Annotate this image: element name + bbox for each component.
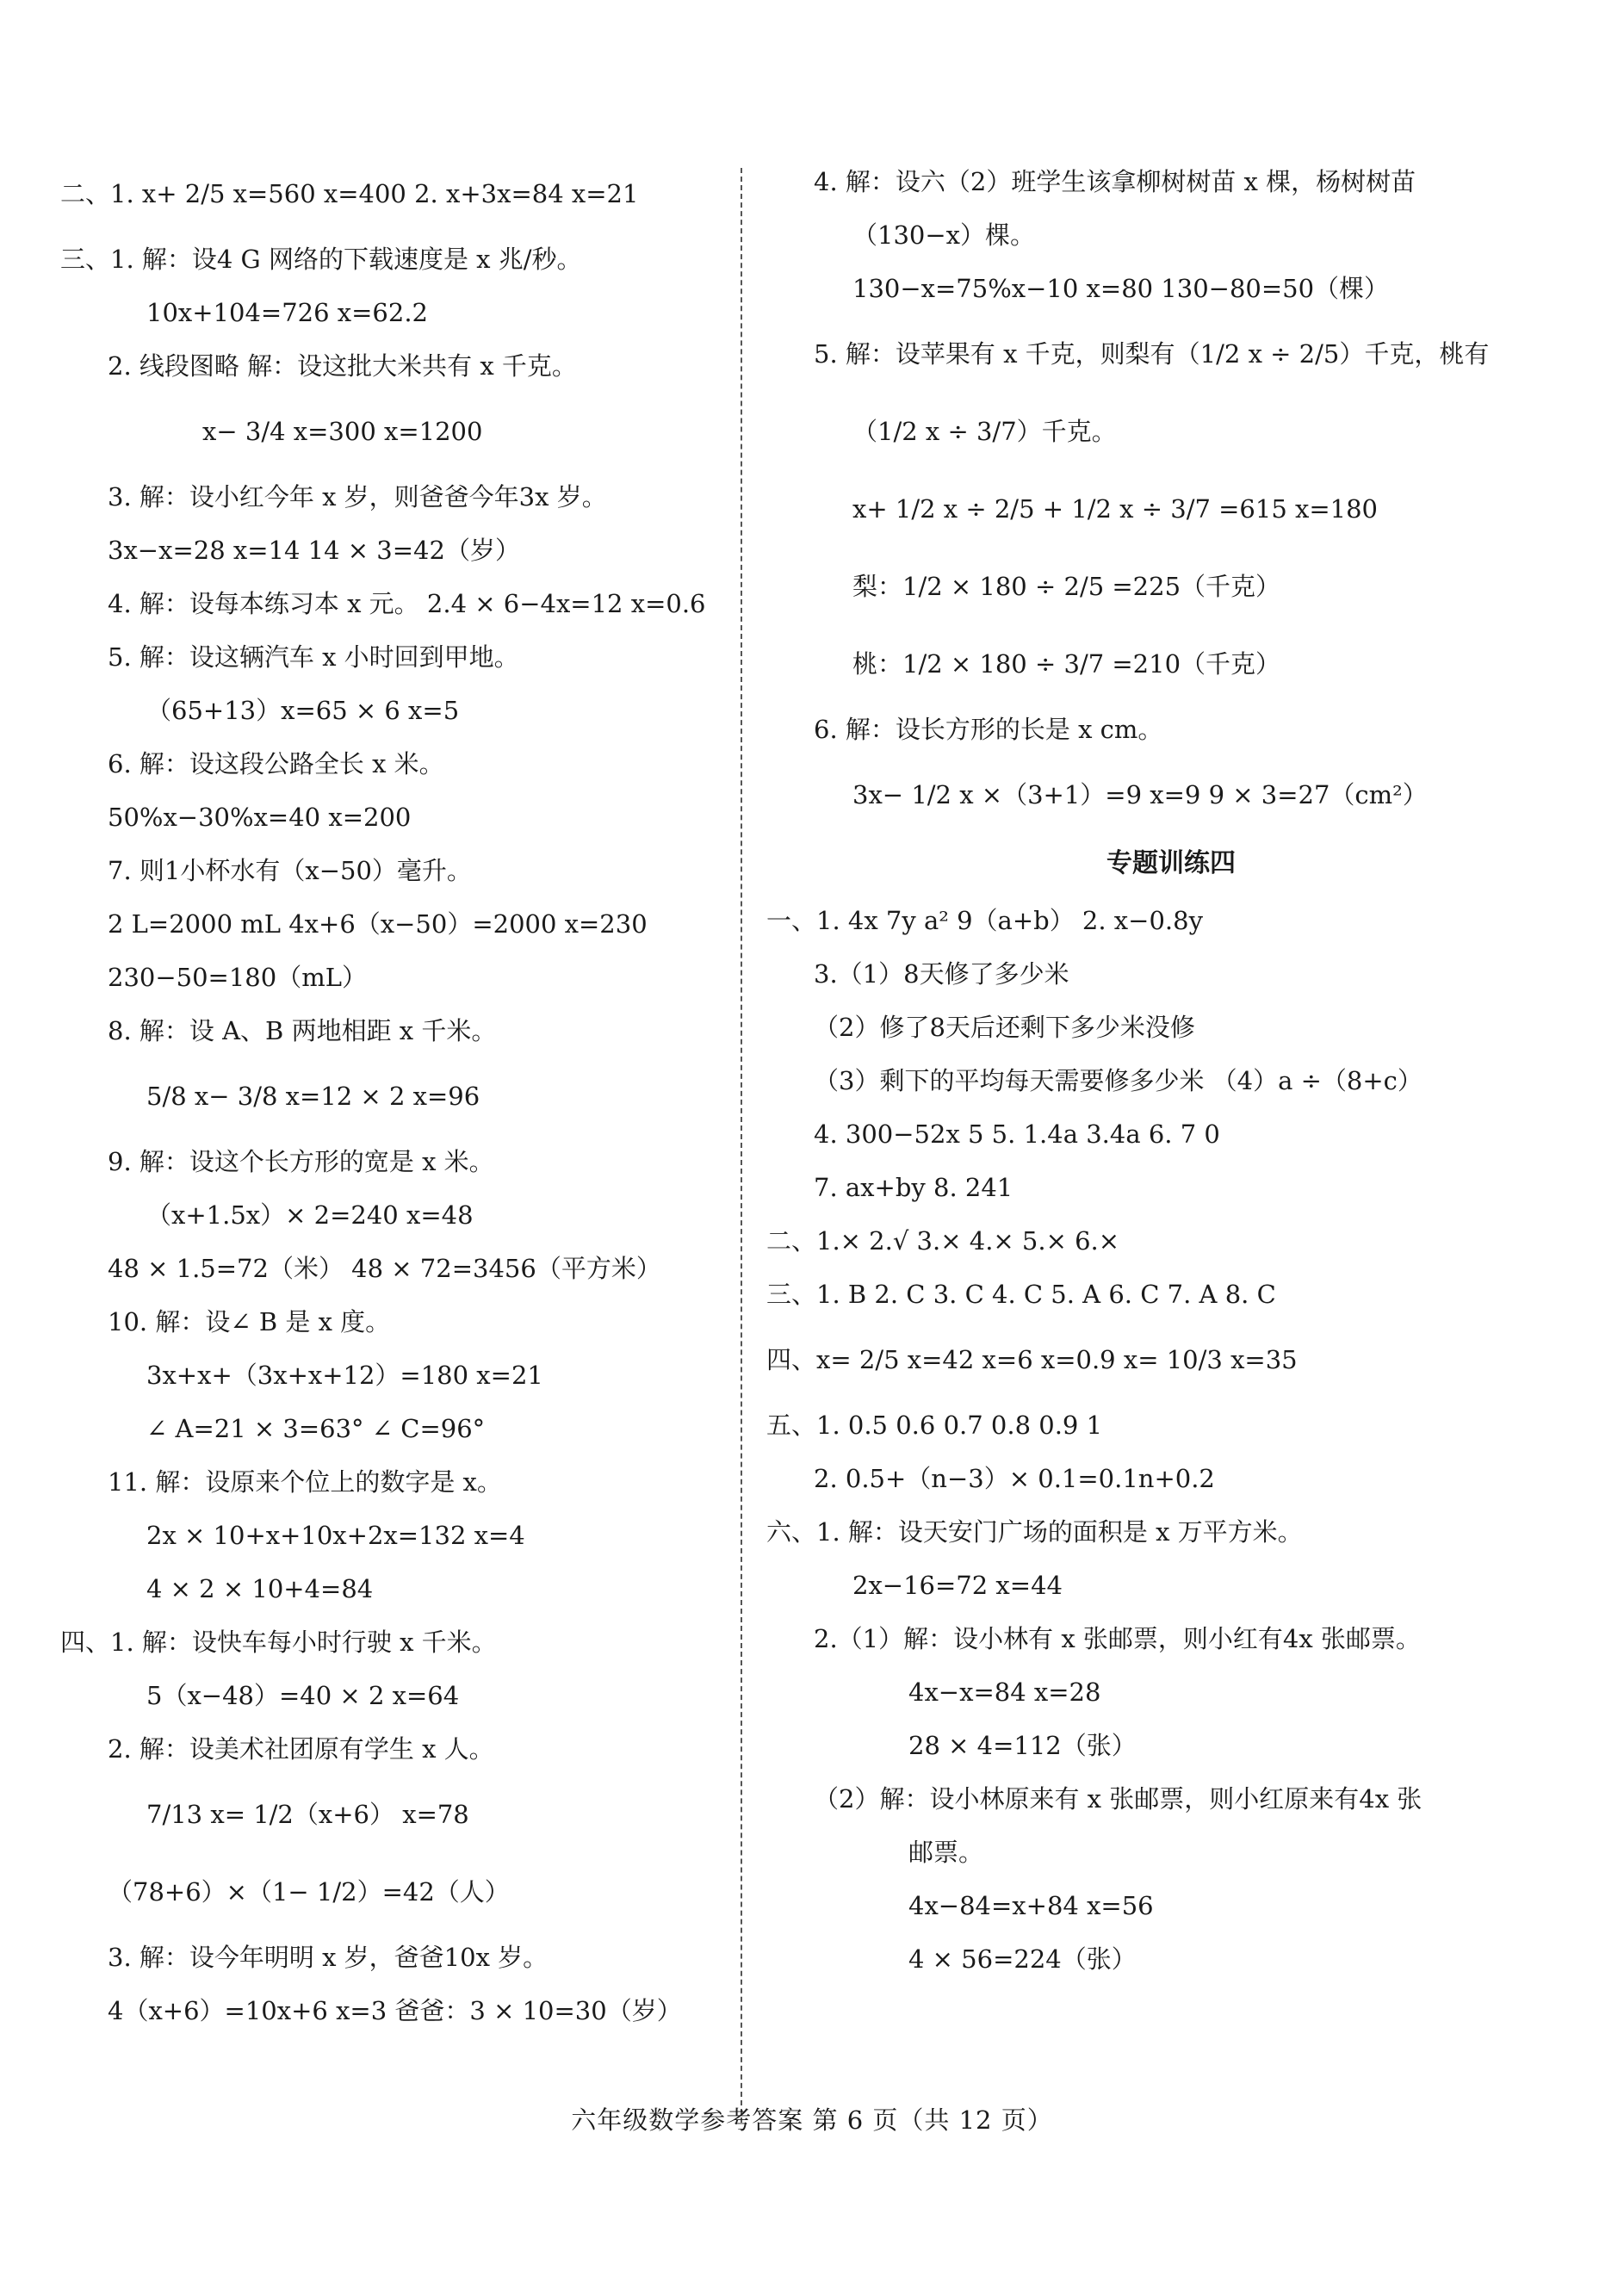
answer-line: 3x− 1/2 x ×（3+1）=9 x=9 9 × 3=27（cm²）: [852, 780, 1428, 809]
answer-line: 4 × 2 × 10+4=84: [146, 1574, 374, 1603]
answer-line: 2.（1）解：设小林有 x 张邮票，则小红有4x 张邮票。: [814, 1624, 1421, 1653]
answer-line: 2x × 10+x+10x+2x=132 x=4: [146, 1521, 525, 1550]
answer-line: 48 × 1.5=72（米） 48 × 72=3456（平方米）: [108, 1254, 661, 1283]
answer-line: 邮票。: [908, 1838, 984, 1867]
answer-line: 230−50=180（mL）: [108, 963, 367, 992]
answer-line: 4x−x=84 x=28: [908, 1677, 1101, 1707]
answer-line: （2）解：设小林原来有 x 张邮票，则小红原来有4x 张: [814, 1784, 1423, 1814]
answer-line: 50%x−30%x=40 x=200: [108, 803, 412, 832]
answer-line: （1/2 x ÷ 3/7）千克。: [852, 417, 1117, 446]
answer-line: 2. 线段图略 解：设这批大米共有 x 千克。: [108, 351, 577, 381]
answer-line: 二、1. x+ 2/5 x=560 x=400 2. x+3x=84 x=21: [60, 179, 639, 208]
answer-line: 五、1. 0.5 0.6 0.7 0.8 0.9 1: [766, 1411, 1103, 1440]
answer-line: 7. 则1小杯水有（x−50）毫升。: [108, 856, 472, 885]
answer-line: 四、x= 2/5 x=42 x=6 x=0.9 x= 10/3 x=35: [766, 1345, 1298, 1374]
answer-line: 5. 解：设苹果有 x 千克，则梨有（1/2 x ÷ 2/5）千克，桃有: [814, 339, 1490, 369]
answer-line: 11. 解：设原来个位上的数字是 x。: [108, 1467, 502, 1497]
answer-line: 3x+x+（3x+x+12）=180 x=21: [146, 1361, 543, 1390]
answer-line: （2）修了8天后还剩下多少米没修: [814, 1013, 1195, 1042]
answer-line: 130−x=75%x−10 x=80 130−80=50（棵）: [852, 274, 1390, 303]
answer-line: 六、1. 解：设天安门广场的面积是 x 万平方米。: [766, 1517, 1303, 1547]
answer-line: 四、1. 解：设快车每小时行驶 x 千米。: [60, 1628, 497, 1657]
answer-line: 2x−16=72 x=44: [852, 1571, 1063, 1600]
answer-line: 28 × 4=112（张）: [908, 1731, 1137, 1760]
answer-line: （3）剩下的平均每天需要修多少米 （4）a ÷（8+c）: [814, 1066, 1423, 1095]
answer-line: 二、1.× 2.√ 3.× 4.× 5.× 6.×: [766, 1226, 1120, 1256]
answer-line: 10. 解：设∠ B 是 x 度。: [108, 1307, 391, 1336]
answer-line: 5（x−48）=40 × 2 x=64: [146, 1681, 460, 1710]
right-column: [766, 155, 1576, 1986]
answer-line: 梨：1/2 × 180 ÷ 2/5 =225（千克）: [852, 572, 1281, 601]
answer-line: x+ 1/2 x ÷ 2/5 + 1/2 x ÷ 3/7 =615 x=180: [852, 494, 1379, 524]
answer-line: 3x−x=28 x=14 14 × 3=42（岁）: [108, 536, 520, 565]
answer-line: 6. 解：设这段公路全长 x 米。: [108, 749, 444, 778]
answer-line: 9. 解：设这个长方形的宽是 x 米。: [108, 1147, 494, 1176]
page-footer: 六年级数学参考答案 第 6 页（共 12 页）: [571, 2105, 1053, 2135]
answer-line: 6. 解：设长方形的长是 x cm。: [814, 715, 1163, 744]
answer-line: x− 3/4 x=300 x=1200: [202, 417, 483, 446]
answer-line: 5. 解：设这辆汽车 x 小时回到甲地。: [108, 642, 519, 672]
answer-line: 三、1. 解：设4 G 网络的下载速度是 x 兆/秒。: [60, 245, 582, 274]
answer-line: 2. 0.5+（n−3）× 0.1=0.1n+0.2: [814, 1464, 1215, 1493]
answer-line: 3. 解：设小红今年 x 岁，则爸爸今年3x 岁。: [108, 482, 607, 512]
answer-line: 2. 解：设美术社团原有学生 x 人。: [108, 1734, 494, 1764]
answer-line: （78+6）×（1− 1/2）=42（人）: [108, 1877, 510, 1907]
answer-line: 3. 解：设今年明明 x 岁，爸爸10x 岁。: [108, 1943, 549, 1972]
answer-line: 3.（1）8天修了多少米: [814, 959, 1069, 989]
answer-line: 桃：1/2 × 180 ÷ 3/7 =210（千克）: [852, 649, 1281, 679]
answer-line: 一、1. 4x 7y a² 9（a+b） 2. x−0.8y: [766, 906, 1203, 935]
answer-line: 4. 解：设每本练习本 x 元。 2.4 × 6−4x=12 x=0.6: [108, 589, 706, 618]
answer-line: 8. 解：设 A、B 两地相距 x 千米。: [108, 1016, 497, 1045]
answer-line: 4x−84=x+84 x=56: [908, 1891, 1154, 1920]
answer-line: （x+1.5x）× 2=240 x=48: [146, 1200, 474, 1230]
answer-line: ∠ A=21 × 3=63° ∠ C=96°: [146, 1414, 486, 1443]
answer-line: （65+13）x=65 × 6 x=5: [146, 696, 460, 725]
answer-line: 2 L=2000 mL 4x+6（x−50）=2000 x=230: [108, 909, 648, 939]
answer-line: 7. ax+by 8. 241: [814, 1173, 1013, 1202]
left-column: [60, 155, 732, 2037]
answer-line: 4. 300−52x 5 5. 1.4a 3.4a 6. 7 0: [814, 1119, 1220, 1149]
answer-line: 7/13 x= 1/2（x+6） x=78: [146, 1800, 469, 1829]
answer-line: 4 × 56=224（张）: [908, 1944, 1137, 1974]
answer-line: 4. 解：设六（2）班学生该拿柳树树苗 x 棵，杨树树苗: [814, 167, 1416, 196]
answer-line: （130−x）棵。: [852, 220, 1036, 250]
answer-line: 10x+104=726 x=62.2: [146, 298, 429, 327]
column-divider: [741, 168, 742, 2123]
section-title: 专题训练四: [1106, 848, 1236, 878]
answer-line: 4（x+6）=10x+6 x=3 爸爸：3 × 10=30（岁）: [108, 1996, 682, 2025]
answer-line: 三、1. B 2. C 3. C 4. C 5. A 6. C 7. A 8. C: [766, 1280, 1276, 1309]
answer-line: 5/8 x− 3/8 x=12 × 2 x=96: [146, 1082, 480, 1111]
